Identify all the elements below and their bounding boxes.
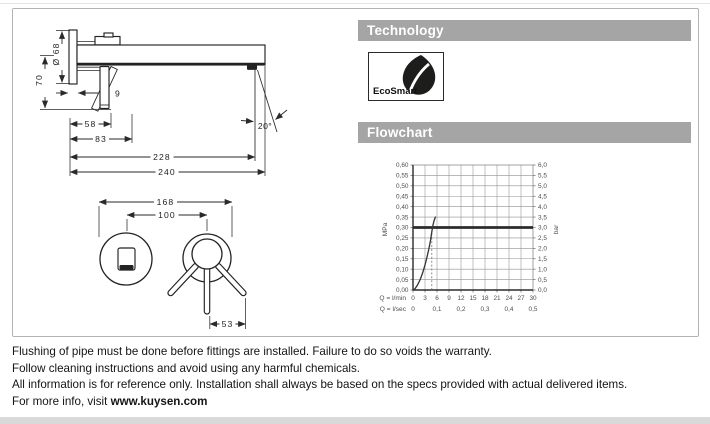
y-tick-label-mpa: 0,05 (396, 276, 409, 284)
ecosmart-badge (368, 52, 444, 101)
y-tick-label-bar: 5,5 (538, 172, 547, 180)
y-tick-label-mpa: 0,30 (396, 224, 409, 232)
y-tick-label-mpa: 0,20 (396, 245, 409, 253)
y-tick-label-bar: 1,0 (538, 266, 547, 274)
spout (77, 45, 265, 65)
flowchart-graph (360, 150, 700, 332)
x-tick-label-lsec: 0,1 (432, 306, 442, 313)
dim-58 (70, 113, 111, 129)
svg-text:168: 168 (156, 197, 175, 208)
y-tick-label-bar: 3,5 (538, 214, 547, 222)
x-axis-label-lmin: Q = l/min (379, 295, 406, 302)
y-tick-label-bar: 2,5 (538, 235, 547, 243)
dim-diameter-68 (51, 31, 70, 84)
aerator (247, 65, 257, 70)
ecosmart-label: EcoSmart (373, 86, 418, 97)
handle-hub-front (192, 239, 222, 269)
disclaimer-line-4 (12, 394, 702, 411)
x-tick-label-lsec: 0,3 (480, 306, 490, 313)
svg-text:228: 228 (153, 152, 171, 163)
svg-text:100: 100 (158, 210, 176, 221)
bottom-divider-bar (0, 417, 710, 424)
dim-plate-depth-9 (56, 88, 121, 98)
y-tick-label-bar: 5,0 (538, 183, 547, 191)
x-tick-label-lsec: 0,5 (528, 306, 538, 313)
y-tick-label-bar: 4,5 (538, 193, 547, 201)
y-tick-label-bar: 2,0 (538, 245, 547, 253)
disclaimer-line-1: Flushing of pipe must be done before fittings are installed. Failure to do so voids the warranty. (12, 345, 492, 358)
technical-drawing (14, 10, 360, 336)
x-tick-label-lmin: 30 (529, 295, 537, 302)
wall-plate (69, 30, 77, 84)
x-tick-label-lmin: 9 (447, 295, 451, 302)
y-axis-label-mpa: MPa (382, 222, 389, 237)
dim-100 (127, 210, 207, 231)
x-tick-label-lmin: 0 (411, 295, 415, 302)
y-tick-label-mpa: 0,00 (396, 287, 409, 295)
spec-frame (12, 8, 699, 337)
y-tick-label-mpa: 0,15 (396, 255, 409, 263)
x-tick-label-lsec: 0 (411, 306, 415, 313)
dim-228 (70, 152, 255, 162)
y-tick-label-bar: 6,0 (538, 162, 547, 170)
y-tick-label-bar: 4,0 (538, 203, 547, 211)
y-axis-label-bar: bar (553, 224, 560, 235)
x-tick-label-lmin: 24 (505, 295, 513, 302)
technology-section-header (358, 20, 691, 41)
top-divider-line (0, 3, 710, 4)
svg-text:83: 83 (95, 134, 107, 145)
y-tick-label-mpa: 0,60 (396, 162, 409, 170)
y-tick-label-mpa: 0,55 (396, 172, 409, 180)
x-axis-label-lsec: Q = l/sec (379, 306, 406, 313)
x-tick-label-lmin: 27 (517, 295, 525, 302)
flowchart-section-header (358, 122, 691, 143)
x-tick-label-lmin: 18 (481, 295, 489, 302)
svg-text:Ø 68: Ø 68 (51, 42, 61, 66)
y-tick-label-bar: 0,0 (538, 287, 547, 295)
svg-text:58: 58 (84, 119, 97, 130)
svg-text:240: 240 (158, 167, 176, 178)
cartridge-housing (95, 37, 120, 45)
technology-header-label: Technology (367, 23, 444, 38)
x-tick-label-lmin: 6 (435, 295, 439, 302)
y-tick-label-bar: 3,0 (538, 224, 547, 232)
y-tick-label-mpa: 0,45 (396, 193, 409, 201)
more-info-text: For more info, visit (12, 394, 111, 408)
x-tick-label-lmin: 12 (457, 295, 465, 302)
svg-text:20°: 20° (257, 121, 273, 131)
handle-spokes (167, 262, 247, 314)
y-tick-label-mpa: 0,40 (396, 203, 409, 211)
x-tick-label-lmin: 3 (423, 295, 427, 302)
x-tick-label-lmin: 15 (469, 295, 477, 302)
y-tick-label-mpa: 0,35 (396, 214, 409, 222)
x-tick-label-lmin: 21 (493, 295, 501, 302)
front-view-drawing (99, 197, 247, 329)
dim-53 (210, 298, 246, 329)
disclaimer-line-3: All information is for reference only. Installation shall always be based on the specs provided with actual delivered items. (12, 378, 628, 392)
x-tick-label-lsec: 0,2 (456, 306, 466, 313)
y-tick-label-mpa: 0,10 (396, 266, 409, 274)
x-tick-label-lsec: 0,4 (504, 306, 514, 313)
svg-text:53: 53 (221, 319, 234, 330)
y-tick-label-mpa: 0,50 (396, 183, 409, 191)
y-tick-label-mpa: 0,25 (396, 235, 409, 243)
handle-lever (100, 67, 109, 109)
dim-83 (70, 114, 132, 144)
svg-text:9: 9 (115, 88, 121, 99)
svg-text:70: 70 (34, 74, 44, 86)
disclaimer-line-2: Follow cleaning instructions and avoid using any harmful chemicals. (12, 361, 360, 375)
footer-disclaimer (12, 344, 702, 410)
flowchart-header-label: Flowchart (367, 125, 433, 140)
website-link: www.kuysen.com (110, 394, 208, 408)
dim-spray-angle (241, 110, 287, 131)
y-tick-label-bar: 0,5 (538, 276, 547, 284)
y-tick-label-bar: 1,5 (538, 255, 547, 263)
side-view-drawing (34, 30, 287, 177)
